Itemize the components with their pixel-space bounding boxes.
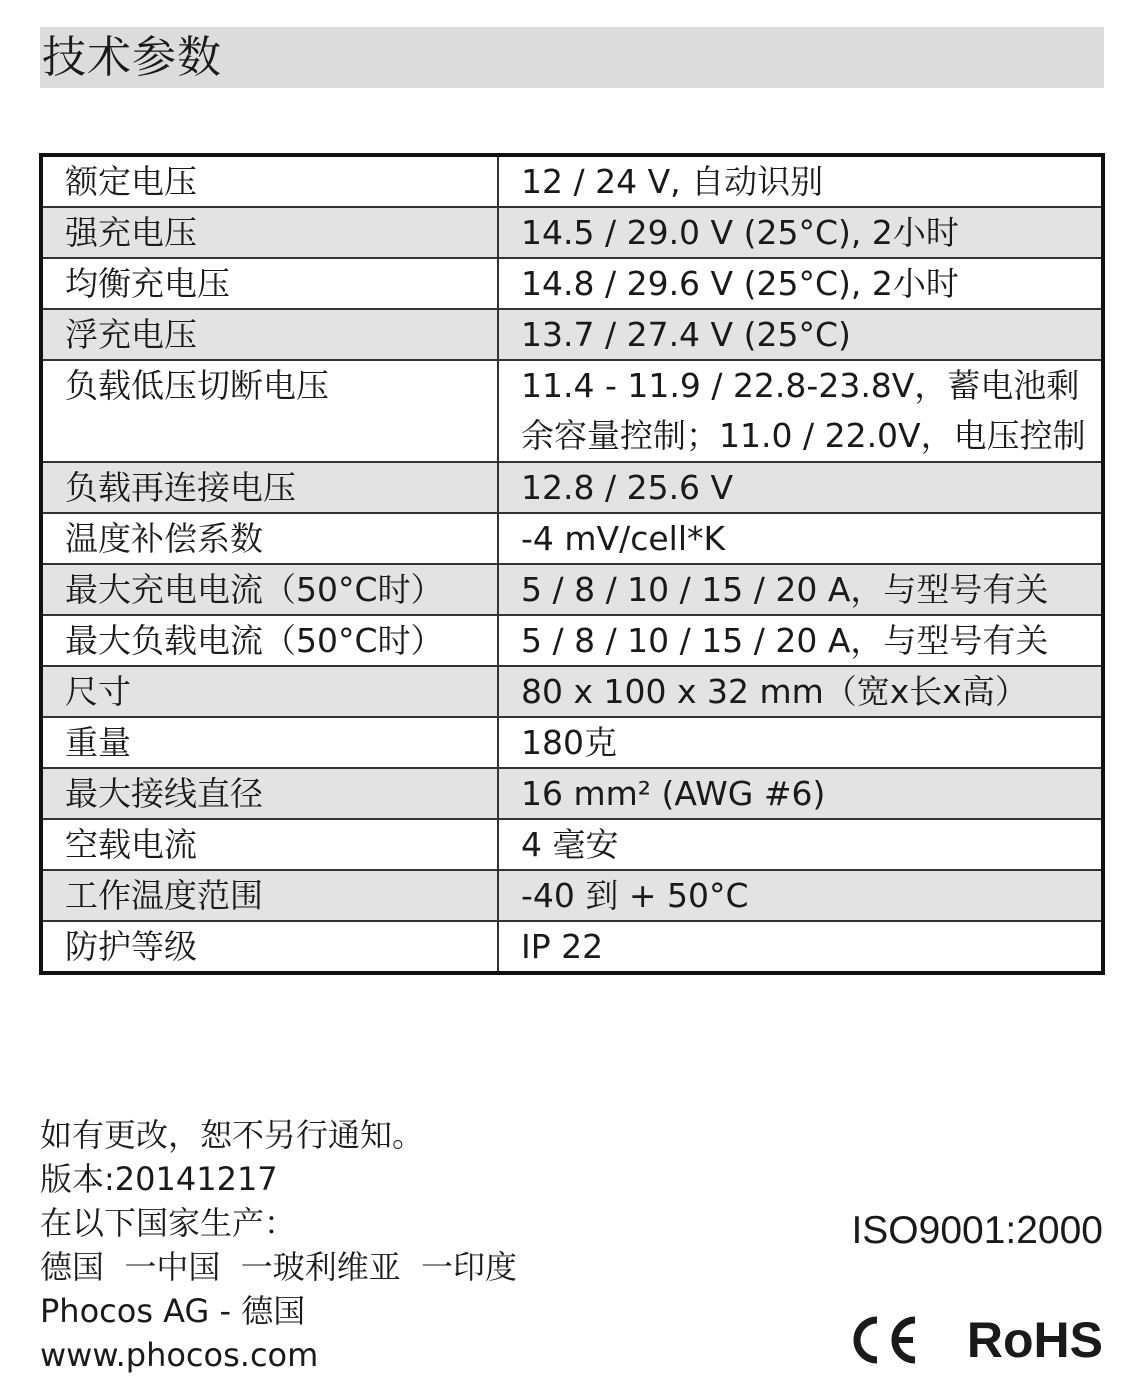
rohs-mark: RoHS (966, 1312, 1103, 1368)
spec-value (498, 360, 1103, 462)
table-row (41, 870, 1103, 921)
spec-value-line: 余容量控制；11.0 / 22.0V，电压控制 (521, 416, 1086, 455)
spec-label: 额定电压 (41, 155, 498, 207)
table-row (41, 615, 1103, 666)
spec-value: 180克 (498, 717, 1103, 768)
table-row (41, 921, 1103, 973)
table-row (41, 155, 1103, 207)
spec-label: 最大接线直径 (41, 768, 498, 819)
website-link[interactable]: www.phocos.com (40, 1336, 319, 1374)
footer-info (40, 1113, 740, 1377)
spec-value: 5 / 8 / 10 / 15 / 20 A，与型号有关 (498, 615, 1103, 666)
spec-label: 尺寸 (41, 666, 498, 717)
table-row (41, 207, 1103, 258)
specs-table (39, 153, 1105, 975)
spec-label: 防护等级 (41, 921, 498, 973)
spec-value: 5 / 8 / 10 / 15 / 20 A，与型号有关 (498, 564, 1103, 615)
made-in-label: 在以下国家生产： (40, 1204, 297, 1242)
table-row (41, 717, 1103, 768)
page-title: 技术参数 (42, 32, 222, 83)
table-row (41, 513, 1103, 564)
spec-label: 最大负载电流（50°C时） (41, 615, 498, 666)
spec-value: 4 毫安 (498, 819, 1103, 870)
spec-label: 负载低压切断电压 (41, 360, 498, 462)
countries-list: 德国 一中国 一玻利维亚 一印度 (40, 1248, 518, 1286)
table-row (41, 768, 1103, 819)
spec-value: 12 / 24 V, 自动识别 (498, 155, 1103, 207)
spec-value: 14.5 / 29.0 V (25°C), 2小时 (498, 207, 1103, 258)
spec-value-line: 11.4 - 11.9 / 22.8-23.8V，蓄电池剩 (521, 366, 1080, 405)
version-text: 版本:20141217 (40, 1160, 278, 1198)
spec-value: 80 x 100 x 32 mm（宽x长x高） (498, 666, 1103, 717)
table-row (41, 666, 1103, 717)
spec-label: 均衡充电压 (41, 258, 498, 309)
spec-label: 浮充电压 (41, 309, 498, 360)
spec-label: 强充电压 (41, 207, 498, 258)
change-notice: 如有更改，恕不另行通知。 (40, 1116, 425, 1154)
spec-label: 空载电流 (41, 819, 498, 870)
spec-label: 工作温度范围 (41, 870, 498, 921)
spec-label: 最大充电电流（50°C时） (41, 564, 498, 615)
table-row (41, 309, 1103, 360)
section-header (40, 27, 1104, 88)
spec-value: 13.7 / 27.4 V (25°C) (498, 309, 1103, 360)
ce-mark-icon (847, 1312, 919, 1368)
table-row (41, 819, 1103, 870)
table-row (41, 258, 1103, 309)
spec-value: -4 mV/cell*K (498, 513, 1103, 564)
spec-label: 温度补偿系数 (41, 513, 498, 564)
table-row (41, 360, 1103, 462)
table-row (41, 564, 1103, 615)
spec-value: IP 22 (521, 927, 604, 966)
spec-label: 负载再连接电压 (41, 462, 498, 513)
company-name: Phocos AG - 德国 (40, 1292, 306, 1330)
spec-value: 16 mm² (AWG #6) (498, 768, 1103, 819)
certification-marks (847, 1310, 1103, 1370)
iso-certification: ISO9001:2000 (851, 1209, 1103, 1252)
spec-value: 14.8 / 29.6 V (25°C), 2小时 (498, 258, 1103, 309)
spec-value: -40 到 + 50°C (498, 870, 1103, 921)
spec-value: 12.8 / 25.6 V (498, 462, 1103, 513)
spec-label: 重量 (41, 717, 498, 768)
table-row (41, 462, 1103, 513)
